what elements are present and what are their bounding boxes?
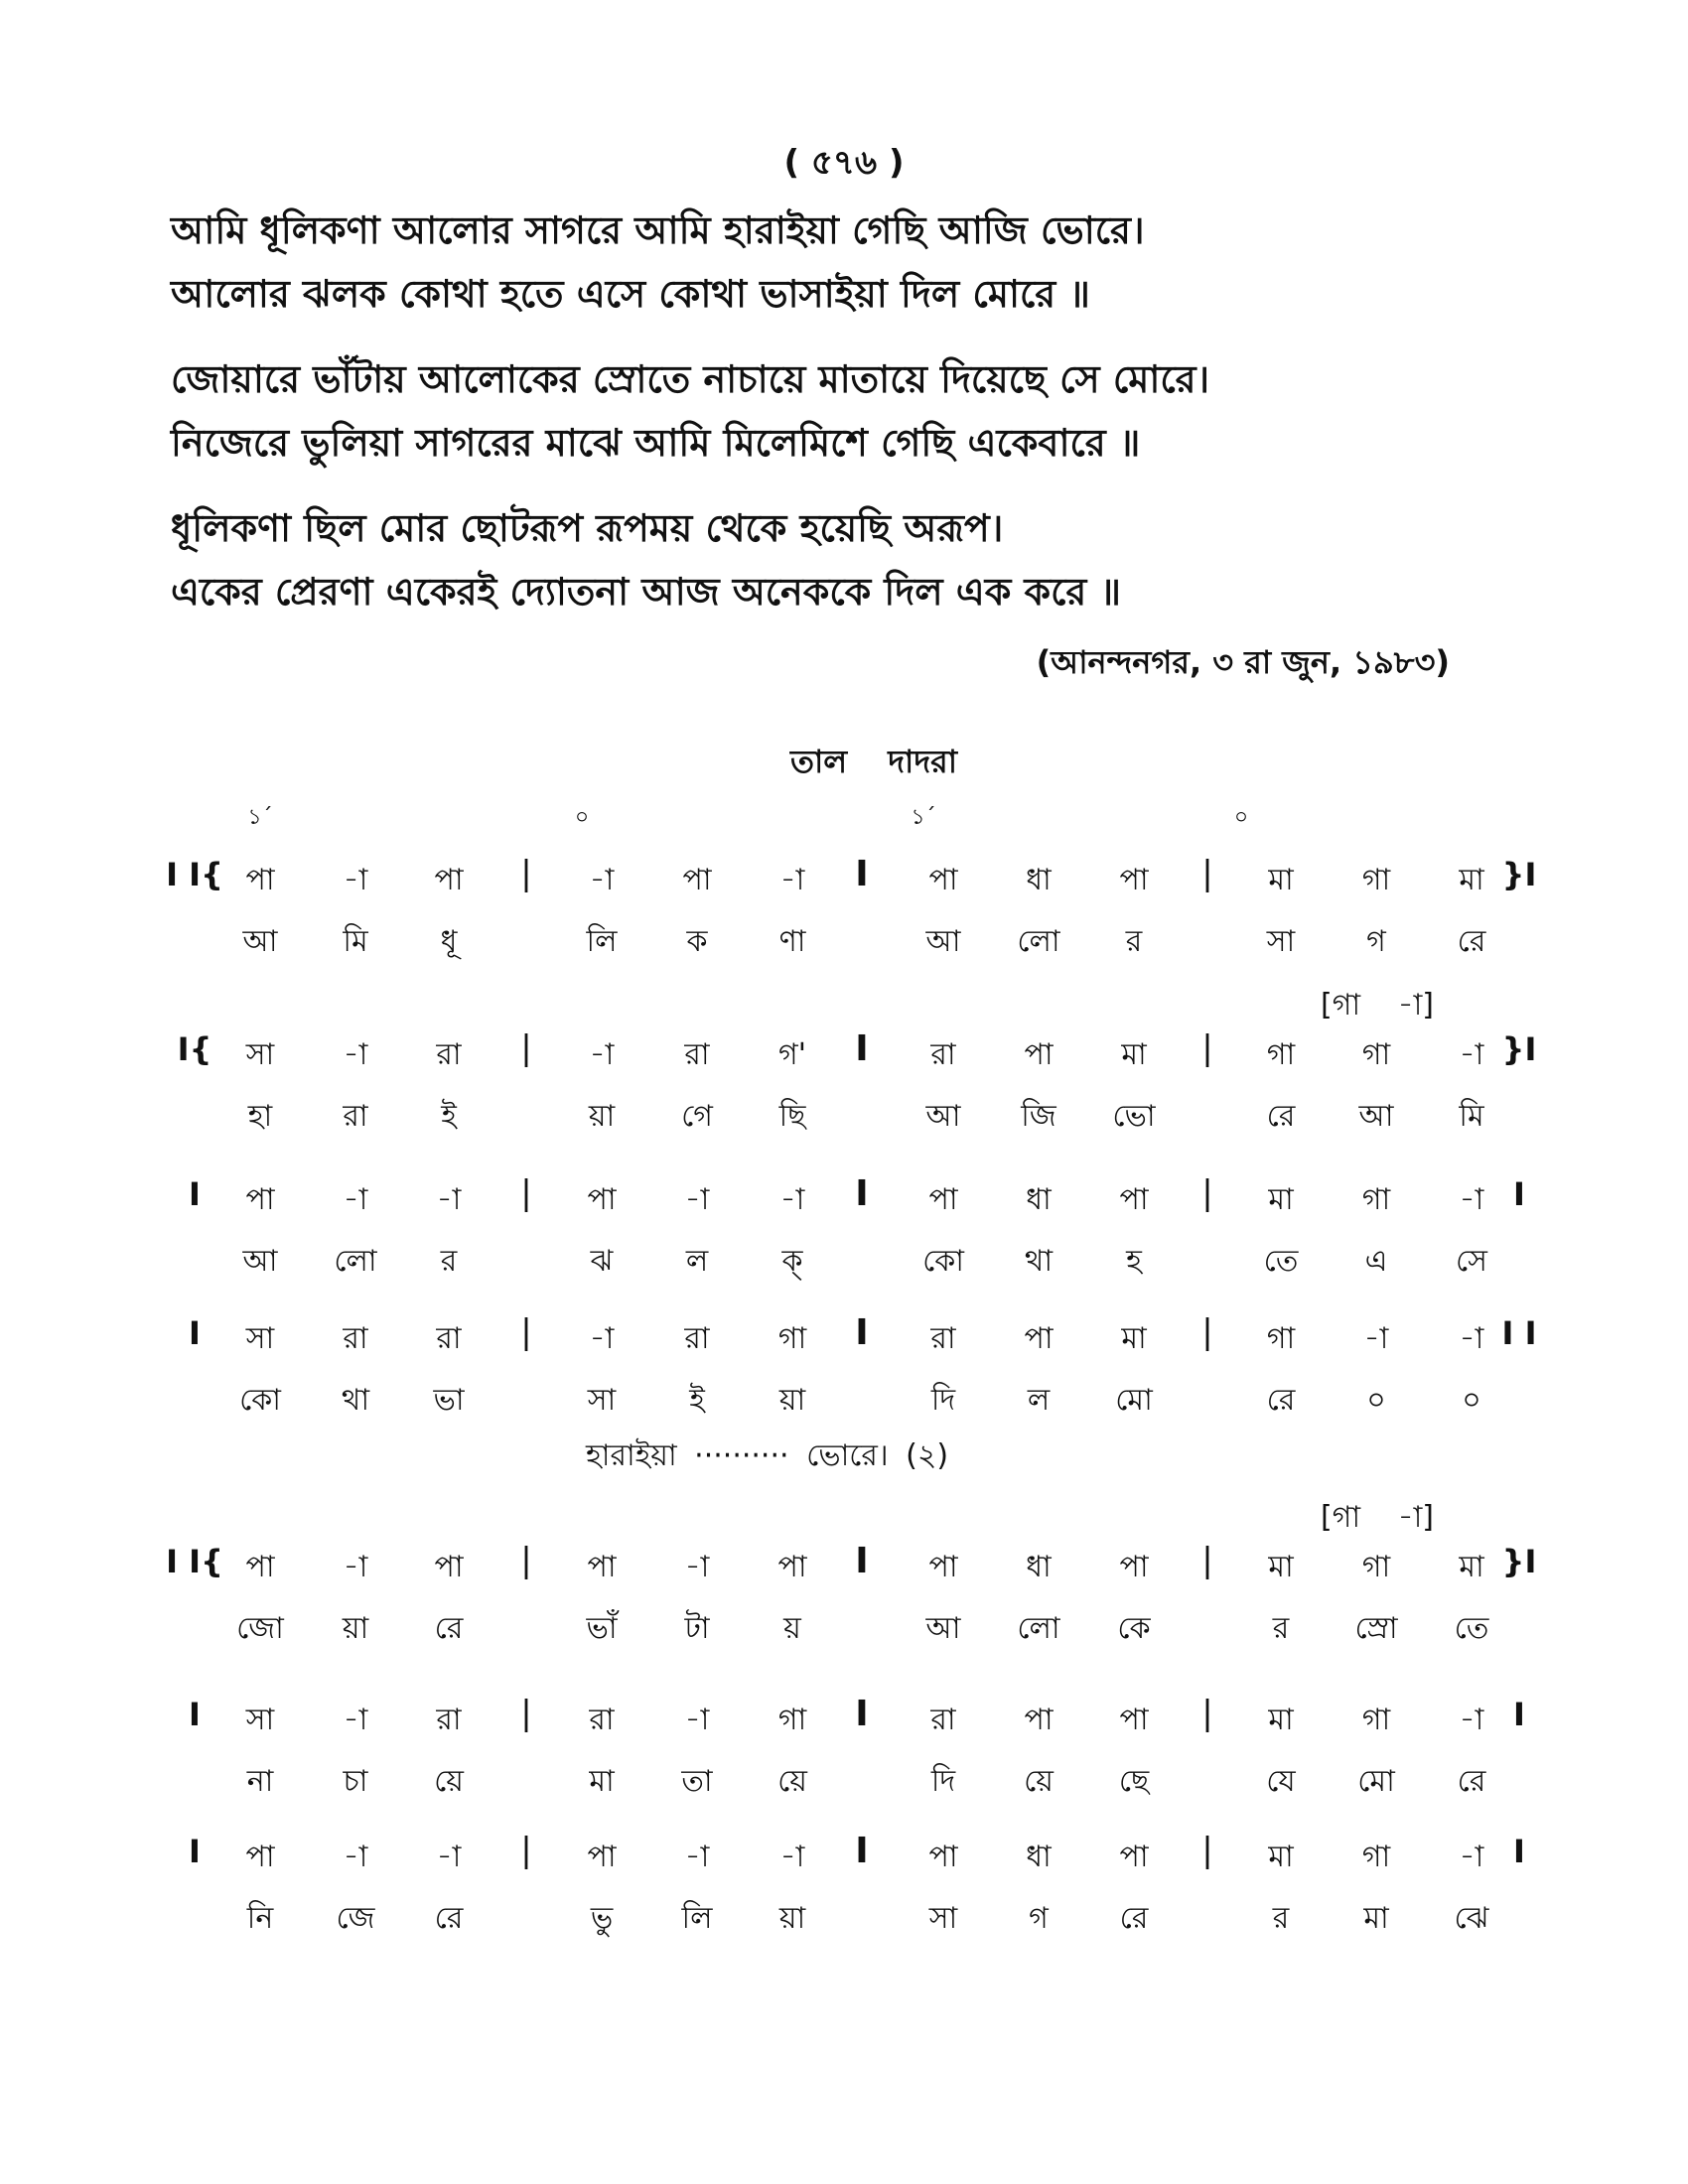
- lyric-line: ধূলিকণা ছিল মোর ছোটরূপ রূপময় থেকে হয়েছি অরূপ।: [171, 506, 1004, 550]
- note: পা: [587, 1550, 617, 1584]
- syllable: গ: [1366, 924, 1386, 959]
- note: রা: [930, 1321, 956, 1356]
- syllable: হা: [247, 1099, 273, 1134]
- note: -া: [1459, 1321, 1484, 1356]
- syllable: ই: [689, 1383, 705, 1418]
- vibhag-separator: I: [855, 1028, 869, 1069]
- note: -া: [589, 1037, 615, 1072]
- syllable: যে: [1266, 1764, 1296, 1799]
- syllable: হ: [1126, 1244, 1142, 1279]
- bar-end-mark: I: [1513, 1175, 1525, 1213]
- note: -া: [1459, 1182, 1484, 1217]
- lyric-line: একের প্রেরণা একেরই দ্যোতনা আজ অনেককে দিল এক করে ॥: [171, 570, 1121, 614]
- note: পা: [587, 1840, 617, 1874]
- note: গা: [777, 1703, 807, 1737]
- vibhag-separator: I: [855, 1694, 869, 1734]
- syllable: আ: [242, 1244, 278, 1279]
- beat-mark: ১´: [247, 805, 273, 830]
- note: ধা: [1026, 1550, 1052, 1584]
- syllable: দি: [930, 1383, 956, 1418]
- beat-mark: ০: [574, 805, 590, 830]
- syllable: রে: [1266, 1383, 1296, 1418]
- syllable: টা: [684, 1611, 710, 1646]
- bar-start-mark: I: [189, 1833, 201, 1870]
- syllable: য়: [783, 1611, 801, 1646]
- note: ধা: [1026, 1182, 1052, 1217]
- note: রা: [436, 1703, 462, 1737]
- syllable: কো: [239, 1383, 281, 1418]
- vibhag-separator: |: [1201, 1312, 1213, 1352]
- note: রা: [930, 1703, 956, 1737]
- note: -া: [436, 1840, 462, 1874]
- note: পা: [928, 863, 958, 897]
- bar-end-mark: I I: [1501, 1314, 1537, 1352]
- note: -া: [343, 1840, 368, 1874]
- note: পা: [1119, 1182, 1149, 1217]
- syllable: ভাঁ: [586, 1611, 618, 1646]
- note: পা: [928, 1550, 958, 1584]
- note: -া: [779, 863, 805, 897]
- note: গা: [1361, 1840, 1391, 1874]
- note: পা: [777, 1550, 807, 1584]
- syllable: আ: [925, 924, 961, 959]
- syllable: লি: [586, 924, 618, 959]
- note: পা: [1119, 1703, 1149, 1737]
- note: -া: [589, 1321, 615, 1356]
- note: রা: [684, 1037, 710, 1072]
- note: রা: [436, 1037, 462, 1072]
- taal-heading: তাল দাদরা: [789, 743, 958, 780]
- syllable: মি: [1459, 1099, 1484, 1134]
- syllable: ল: [1027, 1383, 1051, 1418]
- syllable: র: [440, 1244, 458, 1279]
- vibhag-separator: |: [520, 1694, 532, 1733]
- syllable: য়ে: [777, 1764, 807, 1799]
- note: রা: [436, 1321, 462, 1356]
- note: -া: [1459, 1703, 1484, 1737]
- note: -া: [684, 1703, 710, 1737]
- syllable: লো: [1017, 924, 1060, 959]
- syllable: ধূ: [440, 924, 458, 959]
- note: মা: [1268, 1703, 1294, 1737]
- vibhag-separator: |: [520, 1173, 532, 1213]
- bar-start-mark: I: [189, 1175, 201, 1213]
- syllable: র: [1125, 924, 1143, 959]
- syllable: য়া: [778, 1901, 806, 1936]
- beat-mark: ১´: [911, 805, 936, 830]
- vibhag-separator: I: [855, 1173, 869, 1214]
- note: -া: [1363, 1321, 1389, 1356]
- syllable: মো: [1115, 1383, 1153, 1418]
- bar-start-mark: I{: [177, 1030, 212, 1068]
- note: সা: [245, 1321, 275, 1356]
- bar-end-mark: I: [1513, 1696, 1525, 1733]
- bar-start-mark: I I{: [166, 856, 223, 893]
- syllable: সা: [1266, 924, 1296, 959]
- syllable: সা: [928, 1901, 958, 1936]
- vibhag-separator: |: [1201, 854, 1213, 893]
- note: ধা: [1026, 863, 1052, 897]
- note: ধা: [1026, 1840, 1052, 1874]
- note: -া: [779, 1182, 805, 1217]
- note: পা: [1024, 1321, 1054, 1356]
- vibhag-separator: |: [1201, 1694, 1213, 1733]
- syllable: সে: [1456, 1244, 1487, 1279]
- note: পা: [1119, 1840, 1149, 1874]
- syllable: র: [1272, 1901, 1290, 1936]
- syllable: সা: [587, 1383, 617, 1418]
- syllable: রে: [1457, 924, 1486, 959]
- syllable: আ: [242, 924, 278, 959]
- syllable: রে: [1266, 1099, 1296, 1134]
- note: পা: [587, 1182, 617, 1217]
- syllable: র: [1272, 1611, 1290, 1646]
- lyric-line: নিজেরে ভুলিয়া সাগরের মাঝে আমি মিলেমিশে গেছি একেবারে ॥: [171, 421, 1141, 465]
- note: মা: [1459, 1550, 1484, 1584]
- syllable: গ: [1029, 1901, 1049, 1936]
- syllable: ০: [1462, 1383, 1481, 1418]
- syllable: রে: [434, 1901, 464, 1936]
- note: পা: [245, 1550, 275, 1584]
- bar-end-mark: }I: [1501, 1543, 1537, 1580]
- note: -া: [436, 1182, 462, 1217]
- syllable: তা: [681, 1764, 713, 1799]
- syllable: ছি: [778, 1099, 806, 1134]
- dateline: (আনন্দনগর, ৩ রা জুন, ১৯৮৩): [1036, 643, 1450, 681]
- note: -া: [1459, 1037, 1484, 1072]
- syllable: মা: [589, 1764, 615, 1799]
- syllable: য়ে: [1024, 1764, 1054, 1799]
- vibhag-separator: |: [520, 1541, 532, 1580]
- note: পা: [1024, 1037, 1054, 1072]
- note: পা: [928, 1182, 958, 1217]
- note: মা: [1268, 863, 1294, 897]
- note: সা: [245, 1037, 275, 1072]
- syllable: চা: [343, 1764, 368, 1799]
- beat-mark: ০: [1233, 805, 1249, 830]
- note: -া: [1459, 1840, 1484, 1874]
- note: মা: [1121, 1037, 1147, 1072]
- note: সা: [245, 1703, 275, 1737]
- vibhag-separator: I: [855, 1541, 869, 1581]
- note: -া: [343, 863, 368, 897]
- bar-start-mark: I: [189, 1696, 201, 1733]
- bar-end-mark: }I: [1501, 1030, 1537, 1068]
- syllable: ভো: [1112, 1099, 1156, 1134]
- syllable: তে: [1454, 1611, 1489, 1646]
- syllable: এ: [1364, 1244, 1388, 1279]
- lyric-line: আমি ধূলিকণা আলোর সাগরে আমি হারাইয়া গেছি আজি ভোরে।: [171, 208, 1145, 252]
- note: -া: [684, 1550, 710, 1584]
- note: -া: [343, 1182, 368, 1217]
- syllable: রে: [1457, 1764, 1486, 1799]
- syllable: ক: [686, 924, 708, 959]
- note: -া: [343, 1037, 368, 1072]
- vibhag-separator: |: [520, 1028, 532, 1068]
- lyric-line: জোয়ারে ভাঁটায় আলোকের স্রোতে নাচায়ে মাতায়ে দিয়েছে সে মোরে।: [171, 357, 1210, 401]
- syllable: রে: [434, 1611, 464, 1646]
- vibhag-separator: |: [520, 854, 532, 893]
- note: -া: [343, 1550, 368, 1584]
- syllable: নি: [246, 1901, 274, 1936]
- syllable: য়া: [342, 1611, 369, 1646]
- note: মা: [1268, 1182, 1294, 1217]
- syllable: য়ে: [434, 1764, 464, 1799]
- syllable: স্রো: [1354, 1611, 1398, 1646]
- repeat-instruction: হারাইয়া ·········· ভোরে। (২): [586, 1438, 949, 1473]
- syllable: তে: [1263, 1244, 1299, 1279]
- note: পা: [682, 863, 712, 897]
- bar-end-mark: I: [1513, 1833, 1525, 1870]
- note: গা: [1361, 1037, 1391, 1072]
- note: -া: [779, 1840, 805, 1874]
- note: রা: [343, 1321, 368, 1356]
- note: গা: [1361, 1182, 1391, 1217]
- note: গা: [1361, 863, 1391, 897]
- note: পা: [245, 1840, 275, 1874]
- note: পা: [245, 1182, 275, 1217]
- vibhag-separator: |: [1201, 1173, 1213, 1213]
- note: মা: [1121, 1321, 1147, 1356]
- syllable: না: [246, 1764, 274, 1799]
- vibhag-separator: I: [855, 1831, 869, 1871]
- note: গা: [1361, 1550, 1391, 1584]
- note: -া: [684, 1182, 710, 1217]
- syllable: লো: [334, 1244, 377, 1279]
- note: পা: [1024, 1703, 1054, 1737]
- syllable: রে: [1119, 1901, 1149, 1936]
- syllable: ঝ: [590, 1244, 614, 1279]
- syllable: কে: [1117, 1611, 1151, 1646]
- bar-start-mark: I: [189, 1314, 201, 1352]
- syllable: দি: [930, 1764, 956, 1799]
- syllable: জো: [236, 1611, 284, 1646]
- syllable: মা: [1363, 1901, 1389, 1936]
- syllable: মো: [1357, 1764, 1395, 1799]
- vibhag-separator: |: [520, 1831, 532, 1870]
- syllable: রা: [343, 1099, 368, 1134]
- syllable: য়া: [588, 1099, 616, 1134]
- note: পা: [1119, 863, 1149, 897]
- syllable: ক্: [781, 1244, 803, 1279]
- syllable: লি: [681, 1901, 713, 1936]
- vibhag-separator: |: [1201, 1831, 1213, 1870]
- syllable: আ: [925, 1099, 961, 1134]
- note: মা: [1268, 1550, 1294, 1584]
- note: পা: [245, 863, 275, 897]
- syllable: ই: [441, 1099, 457, 1134]
- note: পা: [928, 1840, 958, 1874]
- note: মা: [1268, 1840, 1294, 1874]
- page-number: ( ৫৭৬ ): [783, 143, 905, 183]
- syllable: গে: [681, 1099, 713, 1134]
- syllable: ছে: [1118, 1764, 1150, 1799]
- note: গা: [1361, 1703, 1391, 1737]
- vibhag-separator: I: [855, 854, 869, 894]
- syllable: মি: [343, 924, 368, 959]
- note: মা: [1459, 863, 1484, 897]
- syllable: ভু: [590, 1901, 614, 1936]
- note: -া: [343, 1703, 368, 1737]
- vibhag-separator: |: [520, 1312, 532, 1352]
- syllable: আ: [925, 1611, 961, 1646]
- syllable: জে: [336, 1901, 375, 1936]
- note: -া: [589, 863, 615, 897]
- note: রা: [589, 1703, 615, 1737]
- syllable: লো: [1017, 1611, 1060, 1646]
- note: -া: [684, 1840, 710, 1874]
- note: গ': [778, 1037, 806, 1072]
- syllable: থা: [1024, 1244, 1054, 1279]
- syllable: জি: [1021, 1099, 1056, 1134]
- vibhag-separator: I: [855, 1312, 869, 1353]
- alternate-notes: [গা -া]: [1321, 988, 1435, 1023]
- syllable: ল: [685, 1244, 709, 1279]
- syllable: কো: [922, 1244, 964, 1279]
- alternate-notes: [গা -া]: [1321, 1500, 1435, 1535]
- syllable: য়া: [778, 1383, 806, 1418]
- vibhag-separator: |: [1201, 1541, 1213, 1580]
- syllable: ঝে: [1454, 1901, 1489, 1936]
- lyric-line: আলোর ঝলক কোথা হতে এসে কোথা ভাসাইয়া দিল মোরে ॥: [171, 272, 1090, 316]
- note: গা: [777, 1321, 807, 1356]
- syllable: ভা: [433, 1383, 465, 1418]
- syllable: থা: [341, 1383, 370, 1418]
- bar-end-mark: }I: [1501, 856, 1537, 893]
- note: গা: [1266, 1321, 1296, 1356]
- note: পা: [1119, 1550, 1149, 1584]
- bar-start-mark: I I{: [166, 1543, 223, 1580]
- syllable: আ: [1358, 1099, 1394, 1134]
- note: পা: [434, 863, 464, 897]
- note: রা: [930, 1037, 956, 1072]
- vibhag-separator: |: [1201, 1028, 1213, 1068]
- syllable: ০: [1366, 1383, 1386, 1418]
- note: রা: [684, 1321, 710, 1356]
- note: পা: [434, 1550, 464, 1584]
- note: গা: [1266, 1037, 1296, 1072]
- syllable: ণা: [778, 924, 806, 959]
